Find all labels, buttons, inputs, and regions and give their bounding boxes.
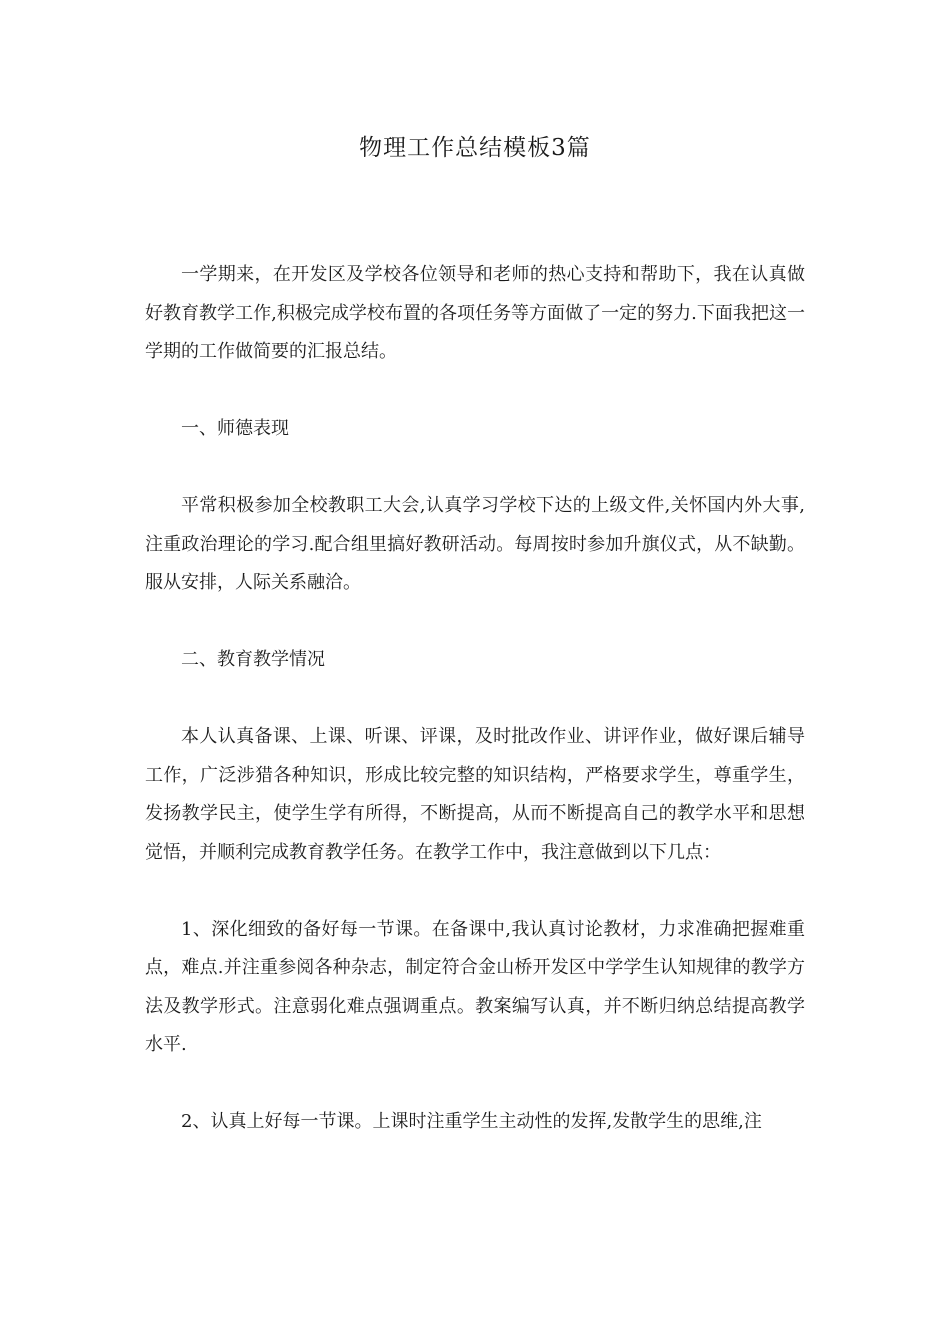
document-title: 物理工作总结模板3篇 xyxy=(359,135,591,161)
section-heading-teaching: 二、教育教学情况 xyxy=(181,649,325,670)
teaching-paragraph: 本人认真备课、上课、听课、评课，及时批改作业、讲评作业，做好课后辅导工作，广泛涉猎各种知识，形成比较完整的知识结构，严格要求学生，尊重学生，发扬教学民主，使学生学有所得，不断提高，从而不断提高自己的教学水平和思想觉悟，并顺利完成教育教学任务。在教学工作中，我注意做到以下几点： xyxy=(145,726,805,863)
point-1-paragraph: 1、深化细致的备好每一节课。在备课中,我认真讨论教材，力求准确把握难重点，难点.并注重参阅各种杂志，制定符合金山桥开发区中学学生认知规律的教学方法及教学形式。注意弱化难点强调重点。教案编写认真，并不断归纳总结提高教学水平. xyxy=(145,918,805,1055)
section-heading-ethics: 一、师德表现 xyxy=(181,418,289,439)
ethics-paragraph: 平常积极参加全校教职工大会,认真学习学校下达的上级文件,关怀国内外大事,注重政治理论的学习.配合组里搞好教研活动。每周按时参加升旗仪式，从不缺勤。服从安排，人际关系融洽。 xyxy=(145,495,805,593)
document-body xyxy=(145,256,805,1142)
point-2-paragraph: 2、认真上好每一节课。上课时注重学生主动性的发挥,发散学生的思维,注 xyxy=(181,1111,762,1132)
intro-paragraph: 一学期来，在开发区及学校各位领导和老师的热心支持和帮助下，我在认真做好教育教学工作,积极完成学校布置的各项任务等方面做了一定的努力.下面我把这一学期的工作做简要的汇报总结。 xyxy=(145,264,805,362)
